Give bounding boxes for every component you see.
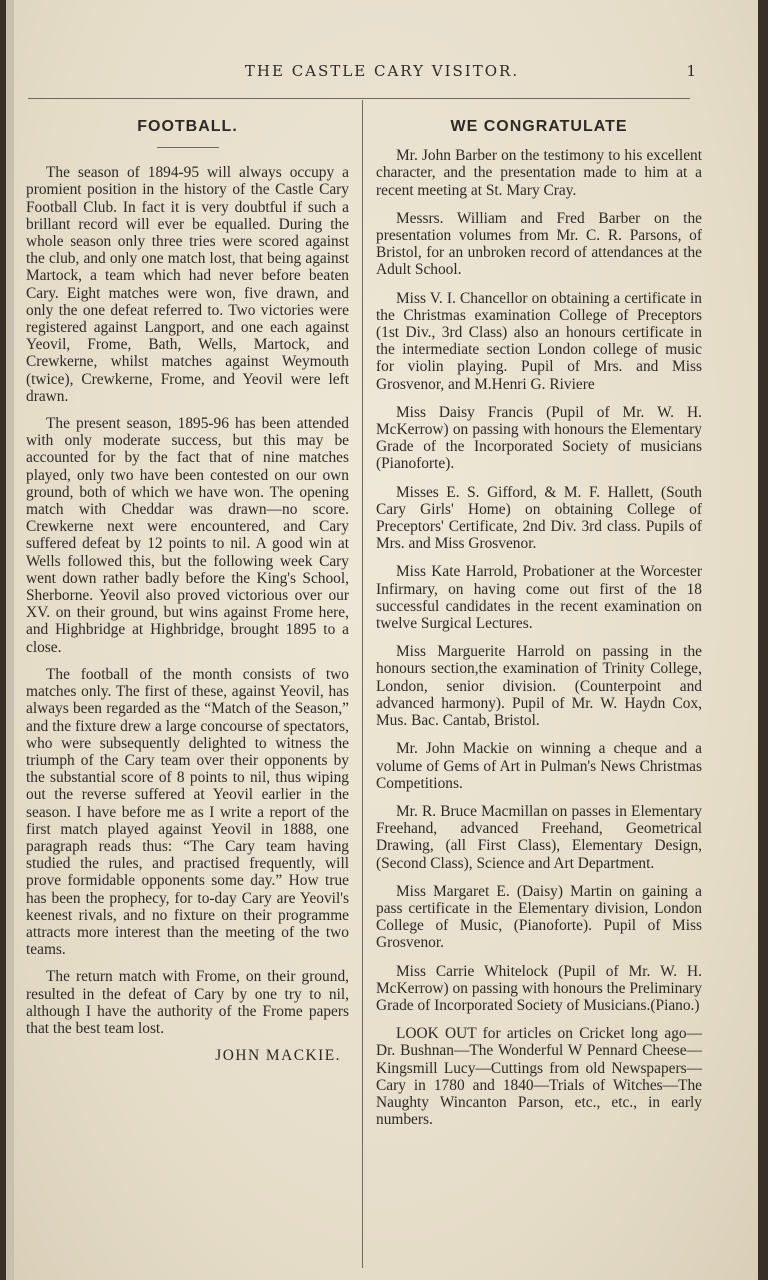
congratulation-item: Miss Kate Harrold, Probationer at the Worcester Infirmary, on having come out first of the 18 successful candidates in the recent examination on twelve Surgical Lectures.	[376, 563, 702, 633]
congratulation-item: Mr. R. Bruce Macmillan on passes in Elementary Freehand, advanced Freehand, Geometrical Drawing, (all First Class), Elementary Design, (Second Class), Science and Art Department.	[376, 802, 702, 872]
heading-rule	[157, 147, 219, 148]
page-number: 1	[686, 62, 696, 80]
article-paragraph: The present season, 1895-96 has been attended with only moderate success, but this may be accounted for by the fact that of nine matches played, only two have been contested on our own ground, both of which we have won. The opening match with Cheddar was drawn—no score. Crewkerne next were encountered, and Cary suffered defeat by 12 points to nil. A good win at Wells followed this, but the following week Cary went down rather badly before the King's School, Sherborne. Yeovil also proved victorious over our XV. on their ground, but wins against Frome here, and Highbridge at Highbridge, brought 1895 to a close.	[26, 415, 349, 656]
publication-title: THE CASTLE CARY VISITOR.	[244, 62, 520, 80]
article-paragraph: The return match with Frome, on their ground, resulted in the defeat of Cary by one try to nil, although I have the authority of the Frome papers that the best team lost.	[26, 968, 349, 1037]
page-header	[6, 62, 758, 84]
congratulation-item: Messrs. William and Fred Barber on the presentation volumes from Mr. C. R. Parsons, of Bristol, for an unbroken record of attendances at the Adult School.	[376, 209, 702, 279]
congratulation-item: Miss Carrie Whitelock (Pupil of Mr. W. H. McKerrow) on passing with honours the Preliminary Grade of Incorporated Society of Musicians.(Piano.)	[376, 962, 702, 1014]
page-edge	[6, 0, 14, 1280]
congratulation-item: Miss V. I. Chancellor on obtaining a certificate in the Christmas examination College of Preceptors (1st Div., 3rd Class) also an honours certificate in the intermediate section London college of music for violin playing. Pupil of Mrs. and Miss Grosvenor, and M.Henri G. Riviere	[376, 289, 702, 393]
congratulation-item: Mr. John Mackie on winning a cheque and a volume of Gems of Art in Pulman's News Christmas Competitions.	[376, 740, 702, 792]
football-column	[26, 112, 349, 1064]
author-signature: JOHN MACKIE.	[215, 1047, 341, 1065]
article-paragraph: The football of the month consists of two matches only. The first of these, against Yeovil, has always been regarded as the “Match of the Season,” and the fixture drew a large concourse of spectators, who were subsequently delighted to witness the triumph of the Cary team over their opponents by the substantial score of 8 points to nil, thus wiping out the reverse suffered at Yeovil earlier in the season. I have before me as I write a report of the first match played against Yeovil in 1888, one paragraph reads thus: “The Cary team having studied the rules, and practised frequently, will prove formidable opponents some day.” How true has been the prophecy, for to-day Cary are Yeovil's keenest rivals, and no fixture on their programme attracts more interest than the meeting of the two teams.	[26, 665, 349, 959]
congratulation-item: Miss Daisy Francis (Pupil of Mr. W. H. McKerrow) on passing with honours the Elementary Grade of the Incorporated Society of musicians (Pianoforte).	[376, 403, 702, 473]
article-paragraph: The season of 1894-95 will always occupy a promient position in the history of the Castle Cary Football Club. In fact it is very doubtful if such a brillant record will ever be equalled. During the whole season only three tries were scored against the club, and only one match lost, that being against Martock, a team which had never before beaten Cary. Eight matches were won, five drawn, and only the one defeat referred to. Two victories were registered against Langport, and one each against Yeovil, Frome, Bath, Wells, Martock, and Crewkerne, whilst matches against Weymouth (twice), Crewkerne, Frome, and Yeovil were left drawn.	[26, 164, 349, 405]
header-rule	[28, 98, 690, 99]
congratulate-column	[376, 112, 702, 1139]
football-heading: FOOTBALL.	[137, 118, 238, 135]
congratulation-item: Misses E. S. Gifford, & M. F. Hallett, (South Cary Girls' Home) on obtaining College of Preceptors' Certificate, 2nd Div. 3rd class. Pupils of Mrs. and Miss Grosvenor.	[376, 483, 702, 553]
congratulation-item: Miss Marguerite Harrold on passing in the honours section,the examination of Trinity College, London, senior division. (Counterpoint and advanced harmony). Pupil of Mr. W. Haydn Cox, Mus. Bac. Cantab, Bristol.	[376, 643, 702, 730]
congratulation-item: Mr. John Barber on the testimony to his excellent character, and the presentation made to him at a recent meeting at St. Mary Cray.	[376, 147, 702, 199]
congratulation-item: Miss Margaret E. (Daisy) Martin on gaining a pass certificate in the Elementary division, London College of Music, (Pianoforte). Pupil of Miss Grosvenor.	[376, 882, 702, 952]
column-divider	[362, 100, 363, 1268]
look-out-notice: LOOK OUT for articles on Cricket long ago—Dr. Bushnan—The Wonderful W Pennard Cheese—Kingsmill Lucy—Cuttings from old Newspapers—Cary in 1780 and 1840—Trials of Witches—The Naughty Wincanton Parson, etc., etc., in early numbers.	[376, 1025, 702, 1129]
magazine-page	[6, 0, 758, 1280]
congratulate-heading: WE CONGRATULATE	[450, 118, 628, 135]
